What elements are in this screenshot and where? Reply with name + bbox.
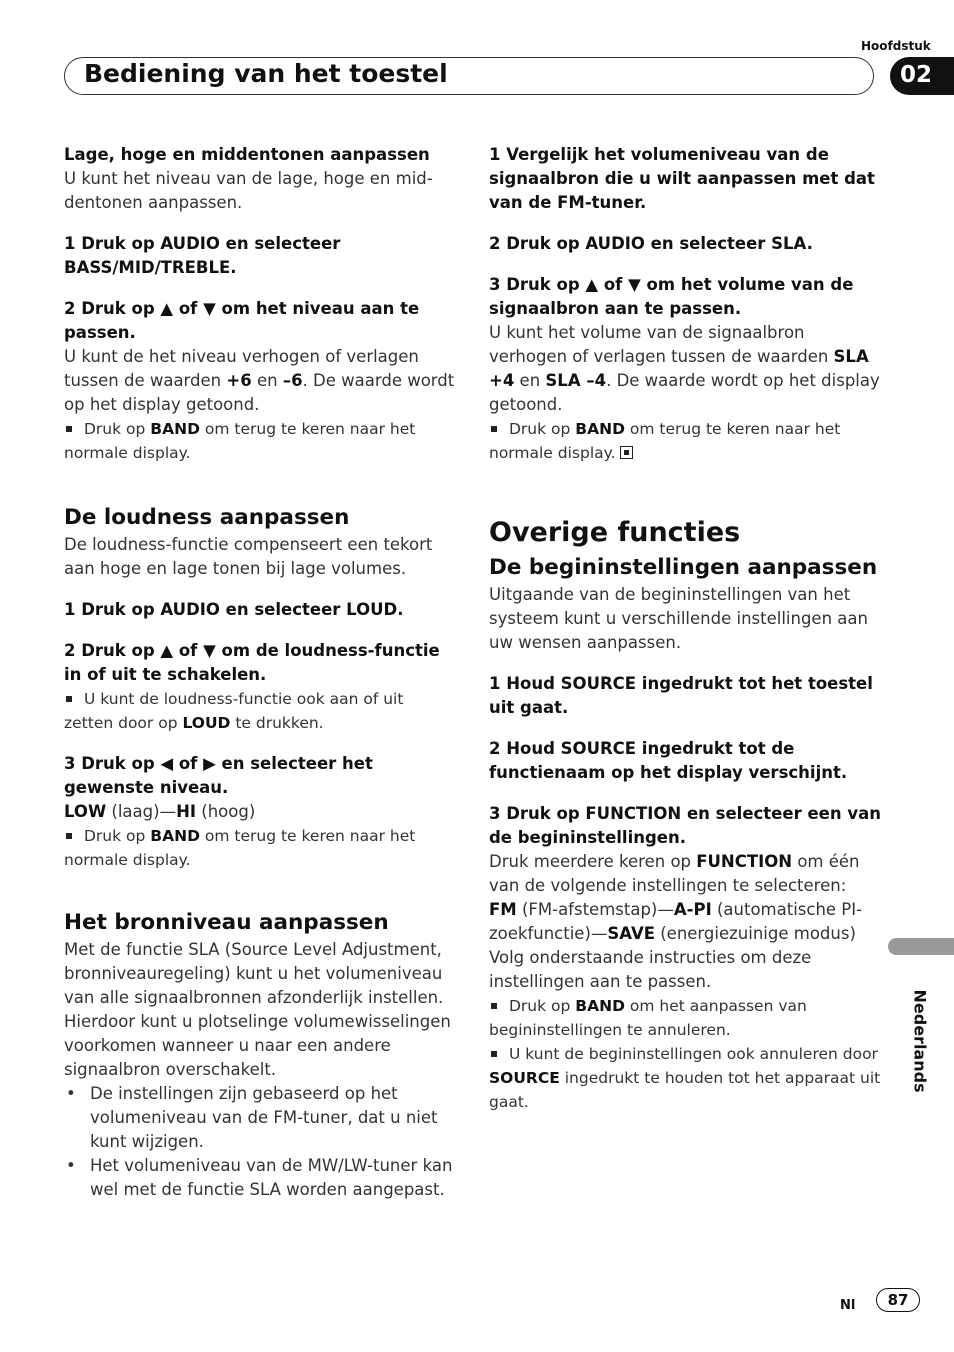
initial-step-3: 3 Druk op FUNCTION en selecteer een van de begininstellingen.: [489, 804, 881, 847]
sla-note: Druk op BAND om terug te keren naar het normale display.: [489, 420, 841, 462]
sla-step-3-body: U kunt het volume van de signaalbron verhogen of verlagen tussen de waarden SLA +4 en SLA –4. De waarde wordt op het display getoond.: [489, 323, 880, 414]
tones-note: Druk op BAND om terug te keren naar het normale display.: [64, 420, 416, 462]
loudness-step-1: 1 Druk op AUDIO en selecteer LOUD.: [64, 600, 404, 619]
language-code: Nl: [840, 1298, 856, 1313]
sla-step-2: 2 Druk op AUDIO en selecteer SLA.: [489, 234, 813, 253]
source-level-heading: Het bronniveau aanpassen: [64, 910, 389, 935]
source-level-intro: Met de functie SLA (Source Level Adjustment, bronniveauregeling) kunt u het volumeniveau van alle signaalbronnen afzonderlijk instellen. Hierdoor kunt u plotselinge volumewisselingen voorkomen wanneer u naar een andere signaalbron overschakelt.: [64, 940, 451, 1079]
tones-step-2: 2 Druk op ▲ of ▼ om het niveau aan te passen.: [64, 299, 420, 342]
end-of-section-icon: [620, 446, 633, 459]
initial-follow: Volg onderstaande instructies om deze instellingen aan te passen.: [489, 948, 812, 991]
sla-step-3: 3 Druk op ▲ of ▼ om het volume van de signaalbron aan te passen.: [489, 275, 854, 318]
sla-step-1: 1 Vergelijk het volumeniveau van de signaalbron die u wilt aanpassen met dat van de FM-tuner.: [489, 145, 875, 212]
page-number: 87: [876, 1288, 920, 1312]
initial-note-1: Druk op BAND om het aanpassen van begininstellingen te annuleren.: [489, 997, 807, 1039]
initial-options: FM (FM-afstemstap)—A-PI (automatische PI-zoekfunctie)—SAVE (energiezuinige modus): [489, 900, 863, 943]
initial-step-1: 1 Houd SOURCE ingedrukt tot het toestel uit gaat.: [489, 674, 873, 717]
loudness-note-2: Druk op BAND om terug te keren naar het normale display.: [64, 827, 416, 869]
page-title: Bediening van het toestel: [84, 59, 448, 88]
loudness-note-1: U kunt de loudness-functie ook aan of uit zetten door op LOUD te drukken.: [64, 690, 404, 732]
left-column: [64, 143, 456, 1202]
note-square-icon: [491, 1003, 497, 1009]
initial-settings-heading: De begininstellingen aanpassen: [489, 555, 878, 580]
loudness-levels: LOW (laag)—HI (hoog): [64, 802, 256, 821]
initial-settings-intro: Uitgaande van de begininstellingen van het systeem kunt u verschillende instellingen aan uw wensen aanpassen.: [489, 585, 868, 652]
side-language-label: Nederlands: [910, 989, 930, 1093]
right-column: [489, 143, 881, 1114]
chapter-number-badge: 02: [890, 57, 954, 95]
tones-step-1: 1 Druk op AUDIO en selecteer BASS/MID/TREBLE.: [64, 234, 341, 277]
side-tab-marker: [888, 938, 954, 955]
note-square-icon: [66, 426, 72, 432]
note-square-icon: [66, 833, 72, 839]
initial-step-2: 2 Houd SOURCE ingedrukt tot de functienaam op het display verschijnt.: [489, 739, 848, 782]
initial-note-2: U kunt de begininstellingen ook annuleren door SOURCE ingedrukt te houden tot het apparaat uit gaat.: [489, 1045, 881, 1111]
loudness-intro: De loudness-functie compenseert een tekort aan hoge en lage tonen bij lage volumes.: [64, 535, 433, 578]
note-square-icon: [66, 696, 72, 702]
source-level-bullets: [64, 1082, 456, 1202]
tones-intro: U kunt het niveau van de lage, hoge en mid-dentonen aanpassen.: [64, 169, 433, 212]
note-square-icon: [491, 426, 497, 432]
loudness-heading: De loudness aanpassen: [64, 505, 350, 530]
loudness-step-3: 3 Druk op ◀ of ▶ en selecteer het gewenste niveau.: [64, 754, 373, 797]
chapter-label: Hoofdstuk: [861, 39, 931, 53]
list-item: • Het volumeniveau van de MW/LW-tuner kan wel met de functie SLA worden aangepast.: [64, 1154, 456, 1202]
loudness-step-2: 2 Druk op ▲ of ▼ om de loudness-functie in of uit te schakelen.: [64, 641, 440, 684]
list-item: • De instellingen zijn gebaseerd op het volumeniveau van de FM-tuner, dat u niet kunt wijzigen.: [64, 1082, 456, 1154]
other-functions-title: Overige functies: [489, 517, 741, 548]
initial-step-3-body: Druk meerdere keren op FUNCTION om één van de volgende instellingen te selecteren:: [489, 852, 860, 895]
tones-step-2-body: U kunt de het niveau verhogen of verlagen tussen de waarden +6 en –6. De waarde wordt op het display getoond.: [64, 347, 455, 414]
tones-heading: Lage, hoge en middentonen aanpassen: [64, 145, 430, 164]
note-square-icon: [491, 1051, 497, 1057]
